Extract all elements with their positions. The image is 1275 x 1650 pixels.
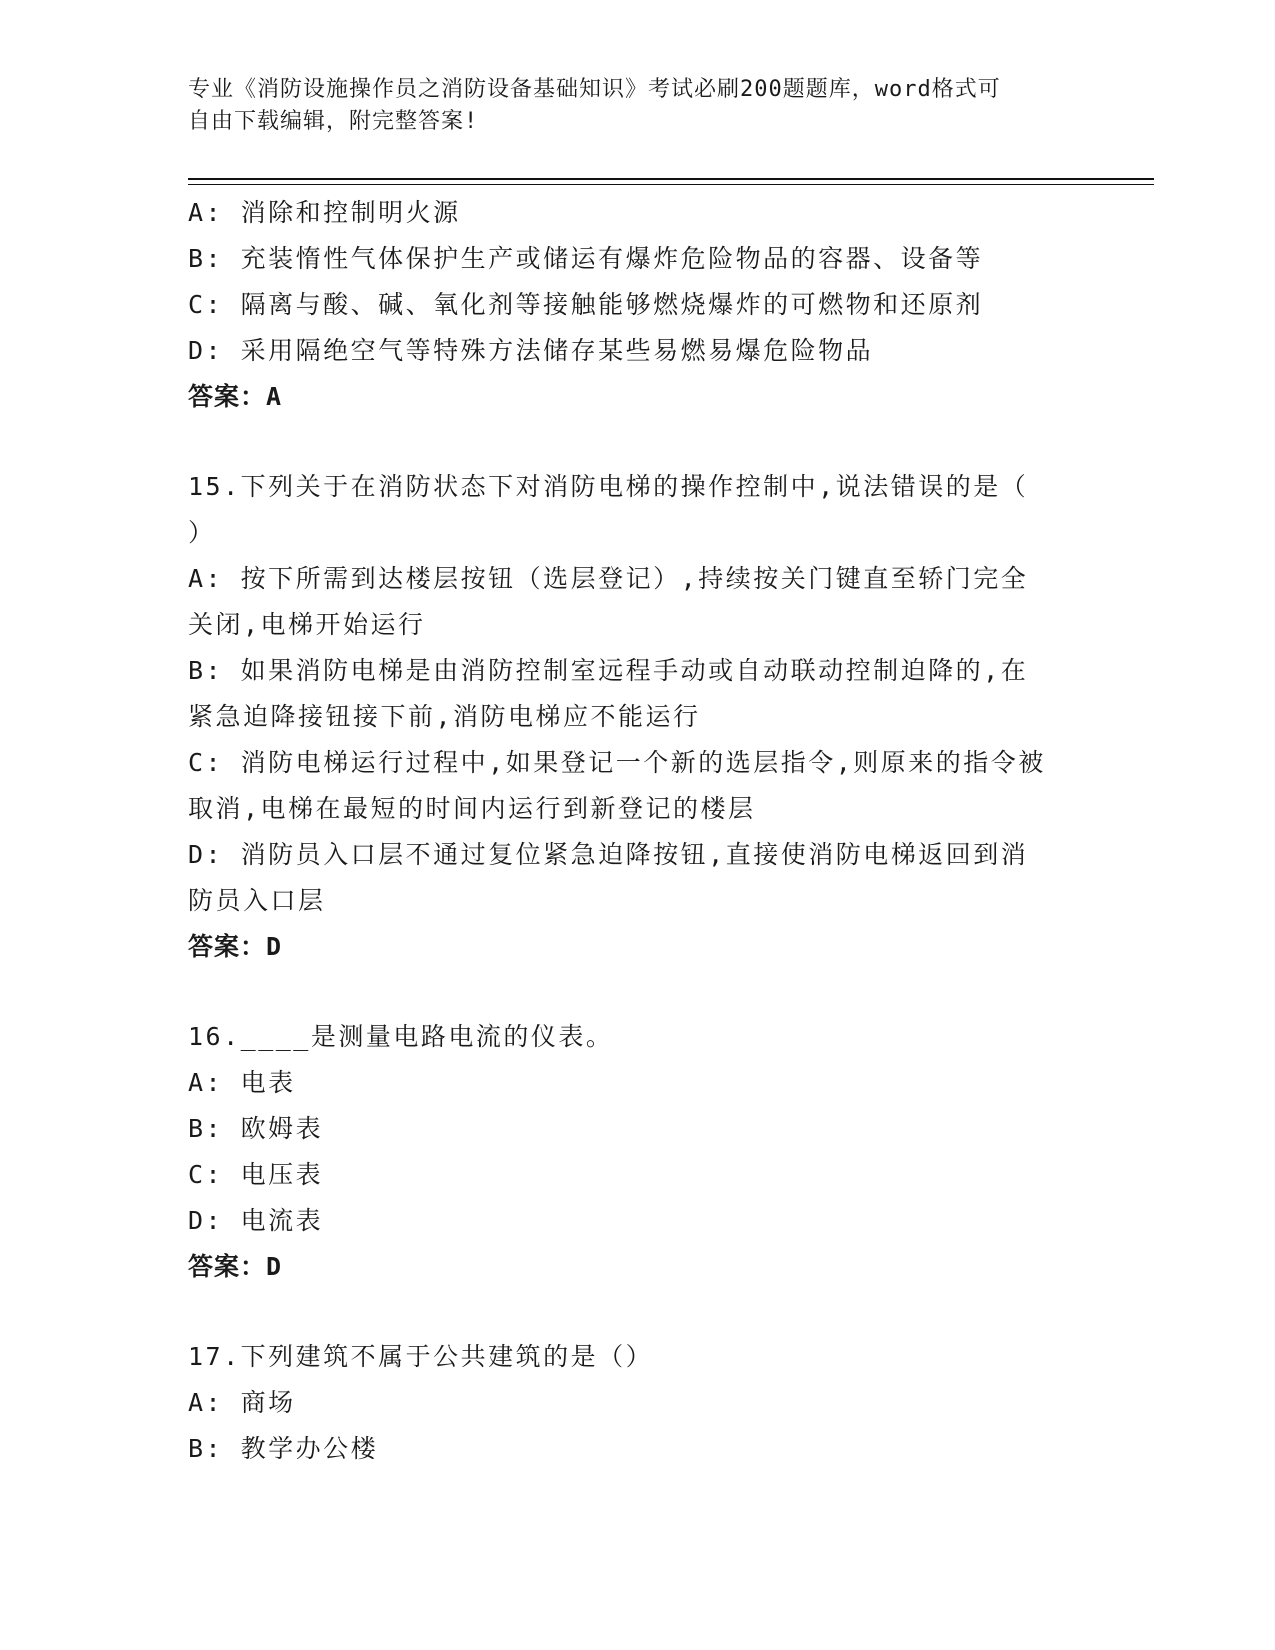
question-stem: 17.下列建筑不属于公共建筑的是（） [188, 1342, 654, 1371]
question-14-block [188, 190, 1068, 420]
question-stem: 15.下列关于在消防状态下对消防电梯的操作控制中,说法错误的是（ [188, 472, 1029, 501]
question-content [188, 190, 1068, 1472]
spacer [188, 420, 1068, 464]
option-c: C: 消防电梯运行过程中,如果登记一个新的选层指令,则原来的指令被 [188, 748, 1046, 777]
option-b: B: 教学办公楼 [188, 1434, 379, 1463]
answer-line: 答案：D [188, 1252, 283, 1281]
spacer [188, 1290, 1068, 1334]
question-stem-continued: ） [188, 518, 216, 547]
answer-line: 答案：A [188, 382, 283, 411]
question-17-block [188, 1334, 1068, 1472]
option-c: C: 电压表 [188, 1160, 324, 1189]
option-c-continued: 取消,电梯在最短的时间内运行到新登记的楼层 [188, 794, 756, 823]
option-a: A: 电表 [188, 1068, 296, 1097]
option-b-continued: 紧急迫降接钮接下前,消防电梯应不能运行 [188, 702, 701, 731]
option-a: A: 商场 [188, 1388, 296, 1417]
option-a: A: 消除和控制明火源 [188, 198, 461, 227]
header-title-line-1: 专业《消防设施操作员之消防设备基础知识》考试必刷200题题库，word格式可 [188, 77, 1001, 102]
option-b: B: 充装惰性气体保护生产或储运有爆炸危险物品的容器、设备等 [188, 244, 984, 273]
option-b: B: 欧姆表 [188, 1114, 324, 1143]
header-title-line-2: 自由下载编辑，附完整答案! [188, 109, 479, 134]
option-b: B: 如果消防电梯是由消防控制室远程手动或自动联动控制迫降的,在 [188, 656, 1029, 685]
question-stem: 16.____是测量电路电流的仪表。 [188, 1022, 614, 1051]
question-15-block [188, 464, 1068, 970]
document-header [188, 74, 1068, 138]
header-rule-thick [188, 178, 1154, 180]
option-d: D: 采用隔绝空气等特殊方法储存某些易燃易爆危险物品 [188, 336, 874, 365]
option-a-continued: 关闭,电梯开始运行 [188, 610, 426, 639]
question-16-block [188, 1014, 1068, 1290]
spacer [188, 970, 1068, 1014]
option-d-continued: 防员入口层 [188, 886, 326, 915]
answer-line: 答案：D [188, 932, 283, 961]
option-a: A: 按下所需到达楼层按钮（选层登记）,持续按关门键直至轿门完全 [188, 564, 1029, 593]
option-c: C: 隔离与酸、碱、氧化剂等接触能够燃烧爆炸的可燃物和还原剂 [188, 290, 984, 319]
option-d: D: 电流表 [188, 1206, 324, 1235]
header-rule-thin [188, 184, 1154, 185]
option-d: D: 消防员入口层不通过复位紧急迫降按钮,直接使消防电梯返回到消 [188, 840, 1029, 869]
